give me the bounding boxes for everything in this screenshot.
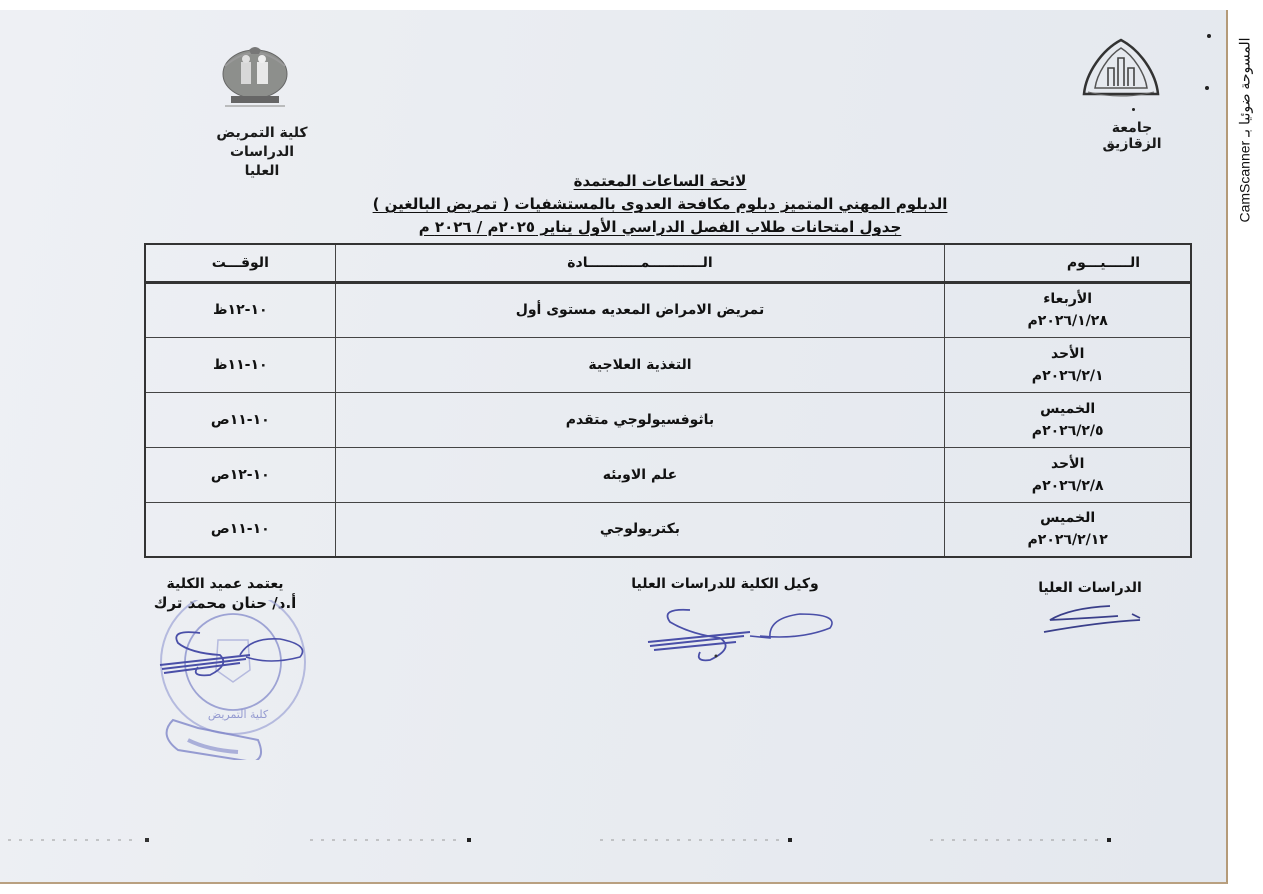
title-exam-schedule: جدول امتحانات طلاب الفصل الدراسي الأول يناير ٢٠٢٥م / ٢٠٢٦ م (418, 218, 902, 236)
time-cell: ١٠-١١ص (145, 392, 335, 447)
day-name: الأحد (1050, 345, 1085, 362)
scan-dot (1207, 34, 1211, 38)
dean-name-label: أ.د/ حنان محمد ترك (153, 594, 297, 612)
subject-cell: علم الاوبئه (335, 447, 945, 502)
title-credit-hours: لائحة الساعات المعتمدة (573, 172, 747, 190)
day-cell (945, 502, 1191, 557)
day-cell (945, 447, 1191, 502)
stamp-text: كلية التمريض (207, 708, 269, 721)
day-name: الأحد (1050, 455, 1085, 472)
exam-date: ٢٠٢٦/٢/٨م (1031, 477, 1104, 494)
faculty-name (212, 124, 312, 181)
day-name: الأربعاء (1043, 291, 1093, 307)
day-cell (945, 337, 1191, 392)
day-name: الخميس (1040, 400, 1096, 417)
subject-cell: تمريض الامراض المعديه مستوى أول (335, 282, 945, 337)
day-cell (945, 392, 1191, 447)
header-day: الـــــيـــوم (945, 244, 1191, 282)
exam-date: ٢٠٢٦/٢/١م (1031, 367, 1104, 384)
time-cell: ١٠-١٢ظ (145, 282, 335, 337)
table-row (145, 392, 1191, 447)
university-name: جامعة الزقازيق (1102, 120, 1162, 152)
table-row (145, 337, 1191, 392)
postgrad-office-signature (1040, 600, 1150, 638)
subject-cell: بكتريولوجي (335, 502, 945, 557)
dean-signature (150, 625, 320, 685)
scan-footer-marks (0, 838, 1226, 842)
exam-date: ٢٠٢٦/١/٢٨م (1027, 313, 1108, 329)
time-cell: ١٠-١٢ص (145, 447, 335, 502)
exam-schedule-table (144, 243, 1192, 558)
table-row (145, 502, 1191, 557)
exam-date: ٢٠٢٦/٢/١٢م (1027, 532, 1108, 549)
time-cell: ١٠-١١ص (145, 502, 335, 557)
title-diploma: الدبلوم المهني المتميز دبلوم مكافحة العدوى بالمستشفيات ( تمريض البالغين ) (372, 195, 948, 213)
vice-dean-label: وكيل الكلية للدراسات العليا (631, 576, 819, 592)
table-row (145, 447, 1191, 502)
camscanner-watermark: المسوحة ضوئيا بـ CamScanner (1236, 37, 1253, 223)
faculty-line-2: الدراسات العليا (229, 144, 295, 179)
scan-dot (1205, 86, 1209, 90)
header-subject: الـــــــــــمـــــــــــادة (335, 244, 945, 282)
table-header-row (145, 244, 1191, 282)
faculty-logo-icon (217, 44, 293, 110)
faculty-line-1: كلية التمريض (216, 125, 308, 141)
document-titles (300, 170, 1020, 239)
day-cell (945, 282, 1191, 337)
postgrad-office-label: الدراسات العليا (1038, 580, 1142, 596)
header-time: الوقـــت (145, 244, 335, 282)
subject-cell: باثوفسيولوجي متقدم (335, 392, 945, 447)
university-logo-icon (1078, 38, 1164, 100)
scan-dot (1132, 108, 1135, 111)
dean-title-label: يعتمد عميد الكلية (166, 576, 284, 592)
subject-cell: التغذية العلاجية (335, 337, 945, 392)
exam-date: ٢٠٢٦/٢/٥م (1031, 422, 1104, 439)
table-row (145, 282, 1191, 337)
day-name: الخميس (1040, 510, 1096, 527)
vice-dean-signature (640, 600, 850, 670)
time-cell: ١٠-١١ظ (145, 337, 335, 392)
